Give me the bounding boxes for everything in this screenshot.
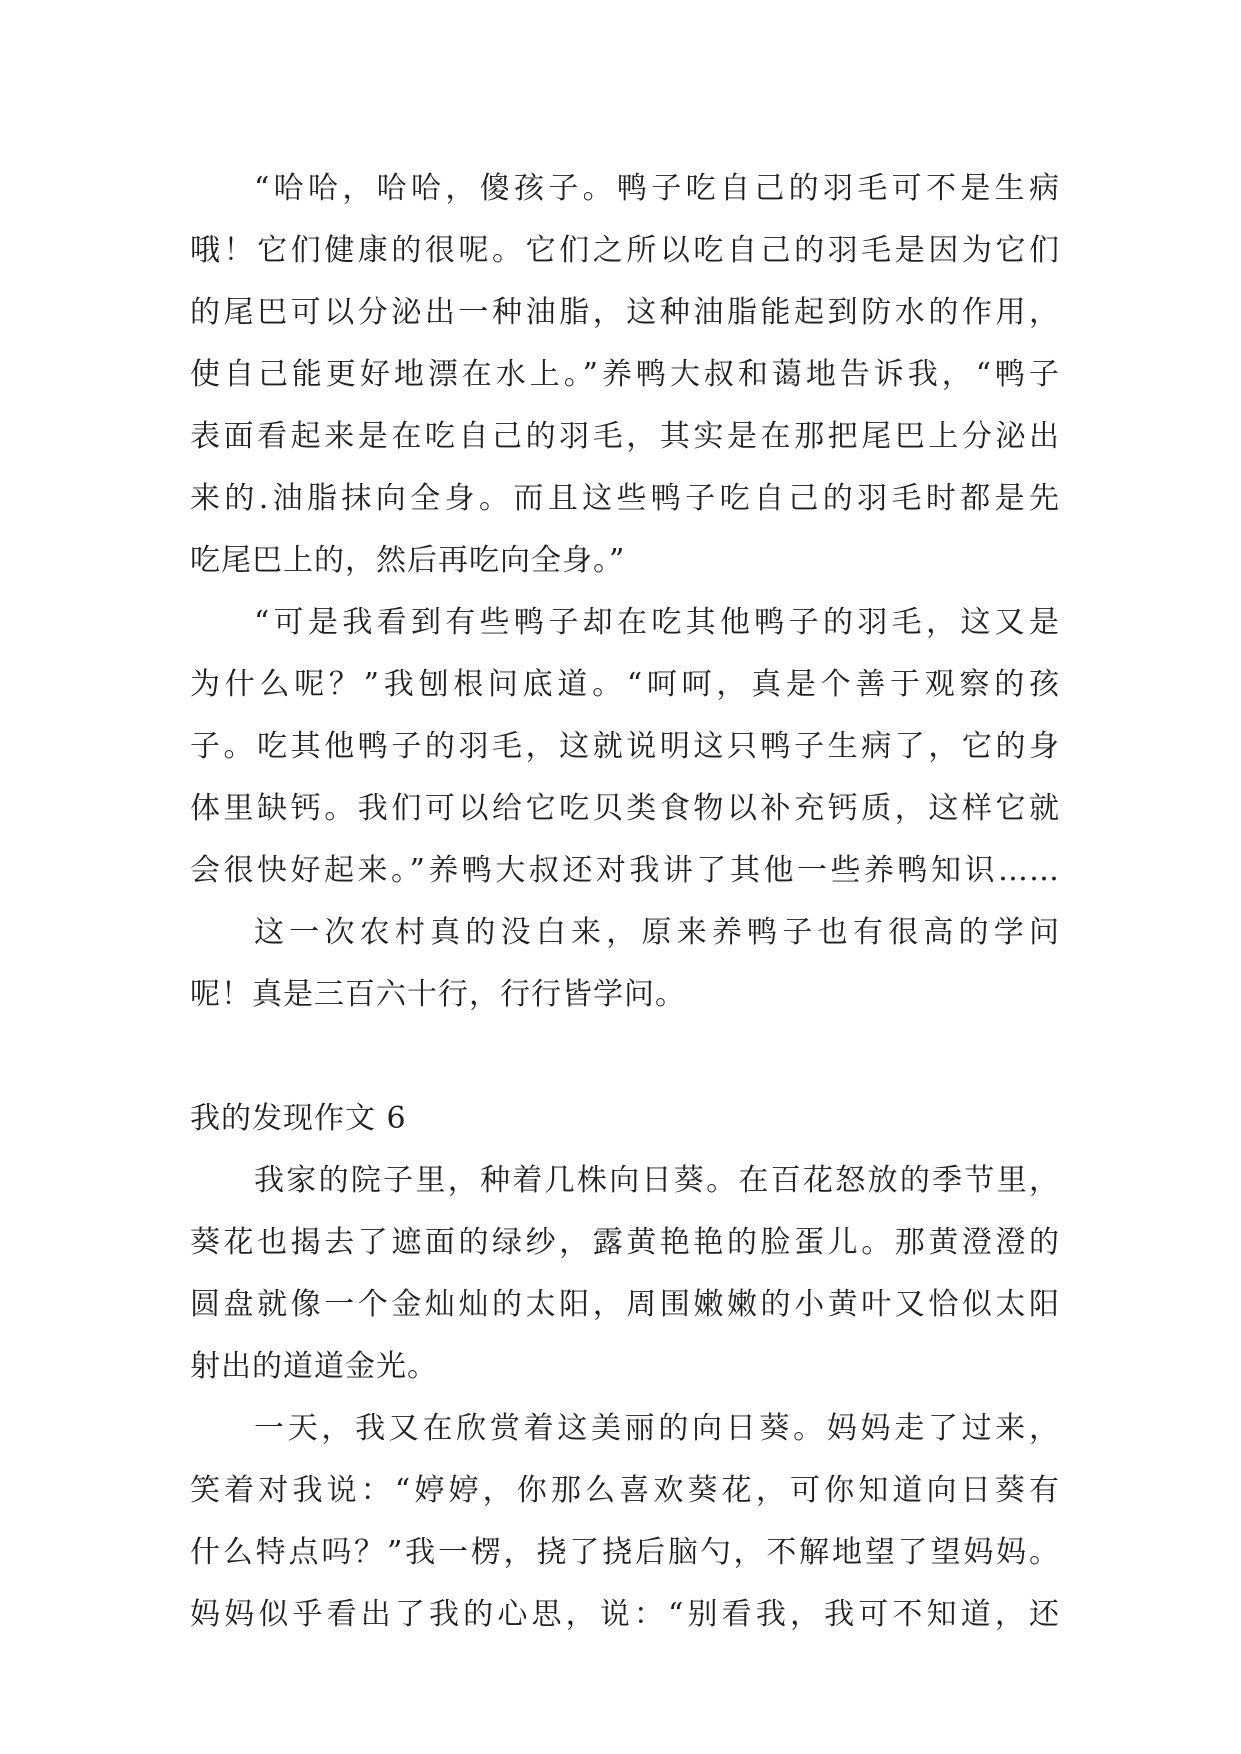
section-heading: 我的发现作文 6 — [190, 1101, 407, 1136]
document-body — [190, 158, 1060, 1646]
paragraph-line: 会很快好起来。”养鸭大叔还对我讲了其他一些养鸭知识…… — [190, 853, 1060, 888]
paragraph-line: 一天，我又在欣赏着这美丽的向日葵。妈妈走了过来， — [254, 1411, 1060, 1446]
paragraph-line: 圆盘就像一个金灿灿的太阳，周围嫩嫩的小黄叶又恰似太阳 — [190, 1287, 1060, 1322]
paragraph-line: “可是我看到有些鸭子却在吃其他鸭子的羽毛，这又是 — [254, 605, 1060, 640]
paragraph-line: 我家的院子里，种着几株向日葵。在百花怒放的季节里， — [254, 1163, 1060, 1198]
paragraph-line: 来的.油脂抹向全身。而且这些鸭子吃自己的羽毛时都是先 — [190, 481, 1060, 516]
paragraph-line: 表面看起来是在吃自己的羽毛，其实是在那把尾巴上分泌出 — [190, 419, 1060, 454]
paragraph-line: 什么特点吗？”我一楞，挠了挠后脑勺，不解地望了望妈妈。 — [190, 1535, 1060, 1570]
paragraph-line: 葵花也揭去了遮面的绿纱，露黄艳艳的脸蛋儿。那黄澄澄的 — [190, 1225, 1060, 1260]
paragraph-line: 射出的道道金光。 — [190, 1349, 438, 1384]
paragraph-line: 为什么呢？”我刨根问底道。“呵呵，真是个善于观察的孩 — [190, 667, 1060, 702]
paragraph-line: 使自己能更好地漂在水上。”养鸭大叔和蔼地告诉我，“鸭子 — [190, 357, 1060, 392]
section-gap — [190, 1026, 1060, 1088]
paragraph-line: 笑着对我说：“婷婷，你那么喜欢葵花，可你知道向日葵有 — [190, 1473, 1060, 1508]
paragraph-line: 吃尾巴上的，然后再吃向全身。” — [190, 543, 626, 578]
paragraph-line: 呢！真是三百六十行，行行皆学问。 — [190, 977, 686, 1012]
paragraph-line: 这一次农村真的没白来，原来养鸭子也有很高的学问 — [254, 915, 1060, 950]
paragraph-line: “哈哈，哈哈，傻孩子。鸭子吃自己的羽毛可不是生病 — [254, 171, 1060, 206]
paragraph-line: 妈妈似乎看出了我的心思，说：“别看我，我可不知道，还 — [190, 1597, 1060, 1632]
paragraph-line: 体里缺钙。我们可以给它吃贝类食物以补充钙质，这样它就 — [190, 791, 1060, 826]
paragraph-line: 哦！它们健康的很呢。它们之所以吃自己的羽毛是因为它们 — [190, 233, 1060, 268]
paragraph-line: 子。吃其他鸭子的羽毛，这就说明这只鸭子生病了，它的身 — [190, 729, 1060, 764]
paragraph-line: 的尾巴可以分泌出一种油脂，这种油脂能起到防水的作用， — [190, 295, 1060, 330]
